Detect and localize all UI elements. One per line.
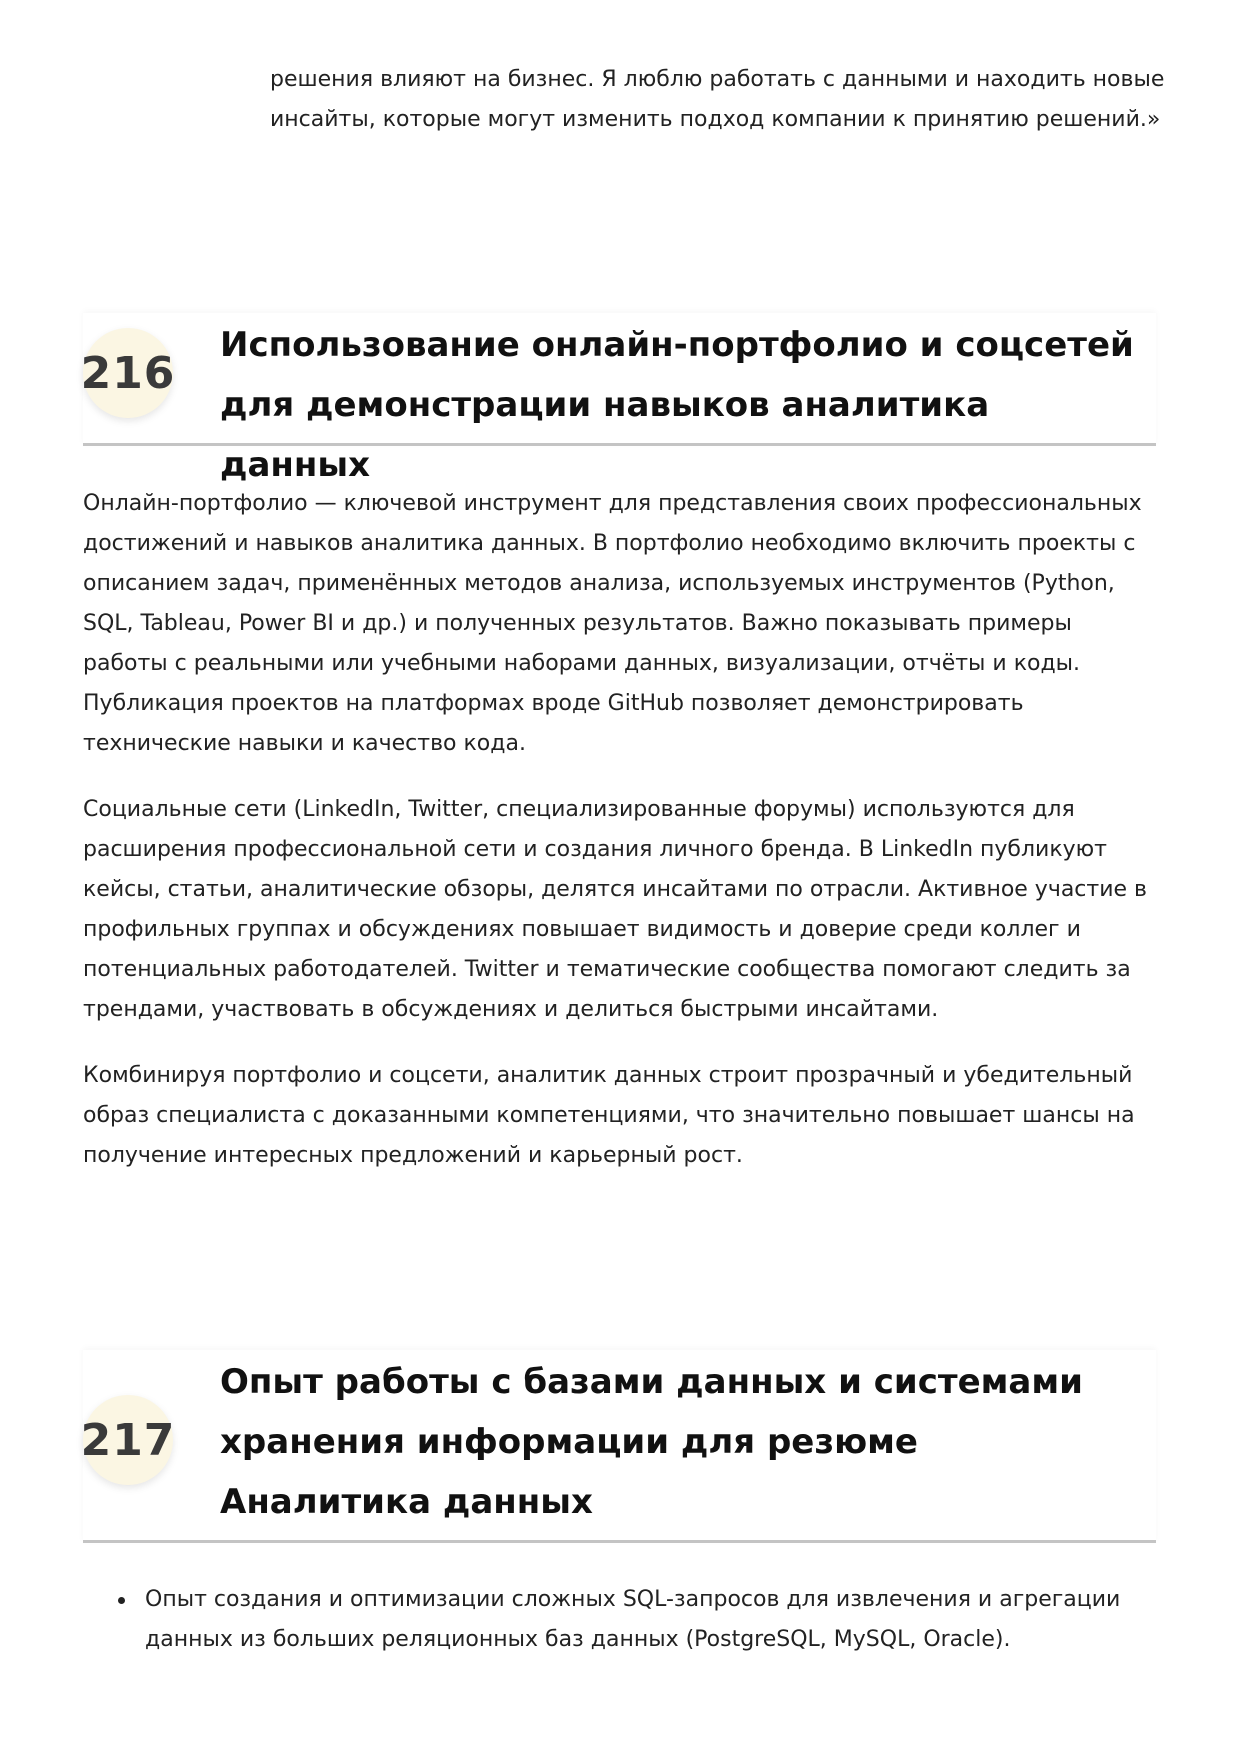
paragraph: Социальные сети (LinkedIn, Twitter, специализированные форумы) используются для расширения профессиональной сети и создания личного бренда. В LinkedIn публикуют кейсы, статьи, аналитические обзоры, делятся инсайтами по отрасли. Активное участие в профильных группах и обсуждениях повышает видимость и доверие среди коллег и потенциальных работодателей. Twitter и тематические сообщества помогают следить за трендами, участвовать в обсуждениях и делиться быстрыми инсайтами. xyxy=(83,797,1148,1022)
intro-quote-text: решения влияют на бизнес. Я люблю работать с данными и находить новые инсайты, которые могут изменить подход компании к принятию решений.» xyxy=(270,67,1165,132)
section-216-title: Использование онлайн-портфолио и соцсетей для демонстрации навыков аналитика данных xyxy=(220,325,1134,485)
paragraph: Онлайн-портфолио — ключевой инструмент для представления своих профессиональных достижений и навыков аналитика данных. В портфолио необходимо включить проекты с описанием задач, применённых методов анализа, используемых инструментов (Python, SQL, Tableau, Power BI и др.) и полученных результатов. Важно показывать примеры работы с реальными или учебными наборами данных, визуализации, отчёты и коды. Публикация проектов на платформах вроде GitHub позволяет демонстрировать технические навыки и качество кода. xyxy=(83,491,1142,756)
section-216-body xyxy=(83,484,1158,1202)
section-number-badge: 217 xyxy=(83,1395,173,1485)
section-217-header xyxy=(80,1350,1156,1543)
section-216-header xyxy=(80,313,1156,485)
list-item: Опыт создания и оптимизации сложных SQL-запросов для извлечения и агрегации данных из больших реляционных баз данных (PostgreSQL, MySQL, Oracle). xyxy=(83,1580,1158,1660)
paragraph: Комбинируя портфолио и соцсети, аналитик данных строит прозрачный и убедительный образ специалиста с доказанными компетенциями, что значительно повышает шансы на получение интересных предложений и карьерный рост. xyxy=(83,1063,1135,1168)
section-217-list xyxy=(83,1580,1158,1660)
intro-quote-tail xyxy=(270,60,1170,140)
section-217-title: Опыт работы с базами данных и системами хранения информации для резюме Аналитика данных xyxy=(220,1362,1083,1522)
section-number-badge: 216 xyxy=(83,328,173,418)
